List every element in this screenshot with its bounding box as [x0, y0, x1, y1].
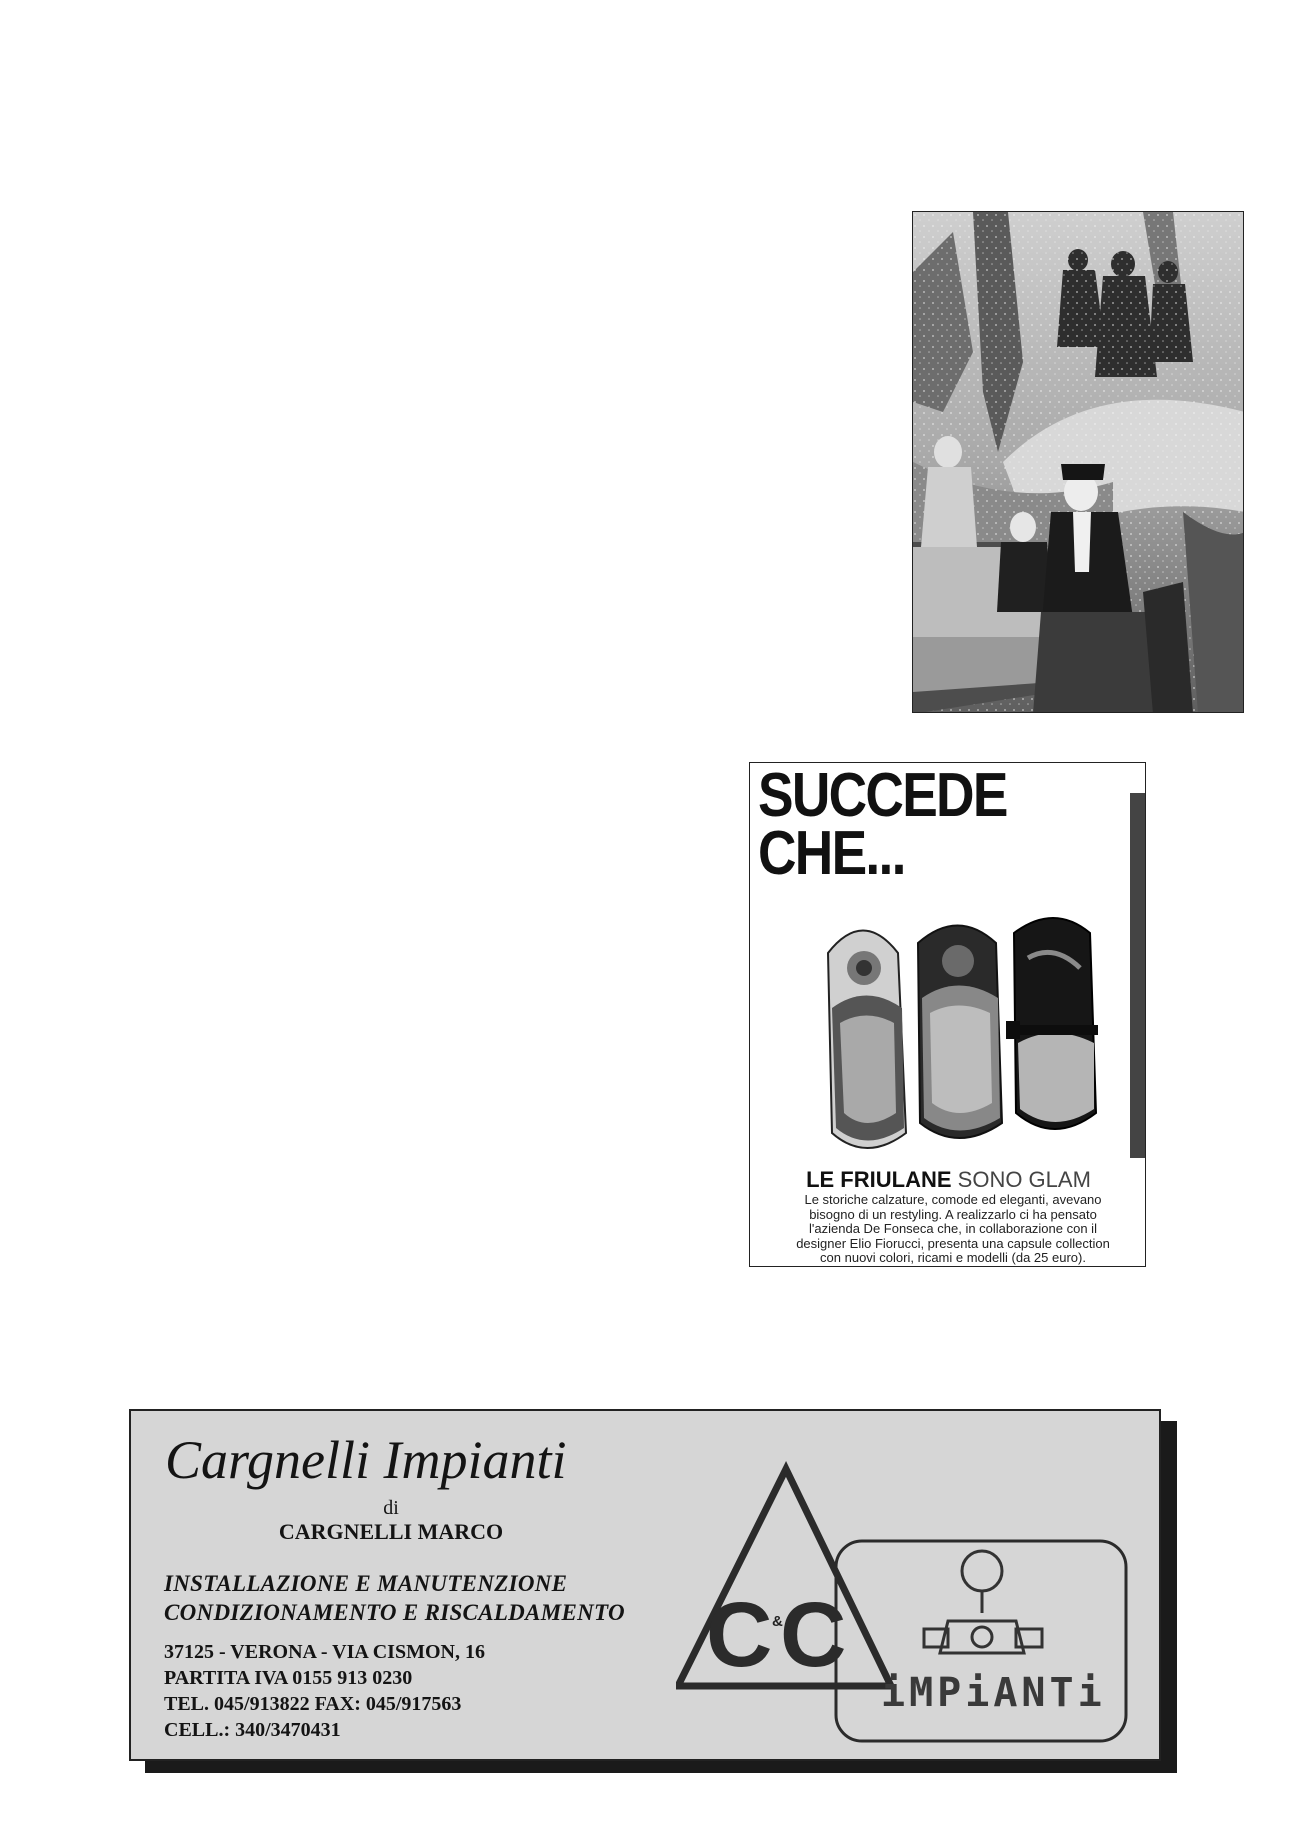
company-di: di — [383, 1497, 399, 1519]
headline-line-1: SUCCEDE — [758, 762, 1007, 830]
clipping-caption-body — [768, 1193, 1138, 1266]
phone-fax: TEL. 045/913822 FAX: 045/917563 — [164, 1693, 462, 1715]
valve-icon — [924, 1551, 1042, 1653]
headline-line-2: CHE... — [758, 819, 905, 888]
cell-phone: CELL.: 340/3470431 — [164, 1719, 341, 1741]
caption-line: bisogno di un restyling. A realizzarlo ci ha pensato — [809, 1206, 1097, 1222]
company-owner: CARGNELLI MARCO — [278, 1519, 504, 1544]
fashion-clipping — [749, 762, 1146, 1267]
clipping-side-bar — [1130, 793, 1146, 1158]
shoe-3 — [1006, 918, 1098, 1129]
clipping-caption-title — [750, 1168, 1146, 1192]
caption-line: Le storiche calzature, comode ed eleganti, avevano — [804, 1192, 1102, 1207]
illustration-engraving — [912, 211, 1244, 713]
company-logo — [676, 1461, 1136, 1746]
address: 37125 - VERONA - VIA CISMON, 16 — [164, 1641, 485, 1663]
engraving-art — [913, 212, 1244, 713]
caption-line: l'azienda De Fonseca che, in collaborazione con il — [809, 1221, 1097, 1236]
service-item: CONDIZIONAMENTO E RISCALDAMENTO — [164, 1600, 625, 1625]
vat-number: PARTITA IVA 0155 913 0230 — [164, 1667, 413, 1689]
services-list — [164, 1569, 625, 1627]
service-item: INSTALLAZIONE E MANUTENZIONE — [164, 1571, 568, 1596]
logo-text: iMPiANTi — [881, 1670, 1106, 1716]
contact-block — [164, 1639, 485, 1743]
caption-title-bold: LE FRIULANE — [806, 1167, 952, 1192]
logo-monogram-amp: & — [772, 1613, 783, 1630]
company-name: Cargnelli Impianti — [165, 1430, 567, 1490]
shoe-1 — [828, 931, 906, 1149]
shoe-2 — [918, 926, 1002, 1139]
business-ad-card — [129, 1409, 1161, 1761]
logo-monogram-left: C — [706, 1584, 773, 1686]
shoes-photo — [818, 913, 1118, 1163]
logo-monogram-right: C — [780, 1584, 847, 1686]
caption-line: con nuovi colori, ricami e modelli (da 25 euro). — [820, 1250, 1086, 1265]
caption-line: designer Elio Fiorucci, presenta una capsule collection — [796, 1235, 1110, 1251]
clipping-headline — [758, 762, 1007, 888]
caption-title-light: SONO GLAM — [957, 1167, 1091, 1192]
